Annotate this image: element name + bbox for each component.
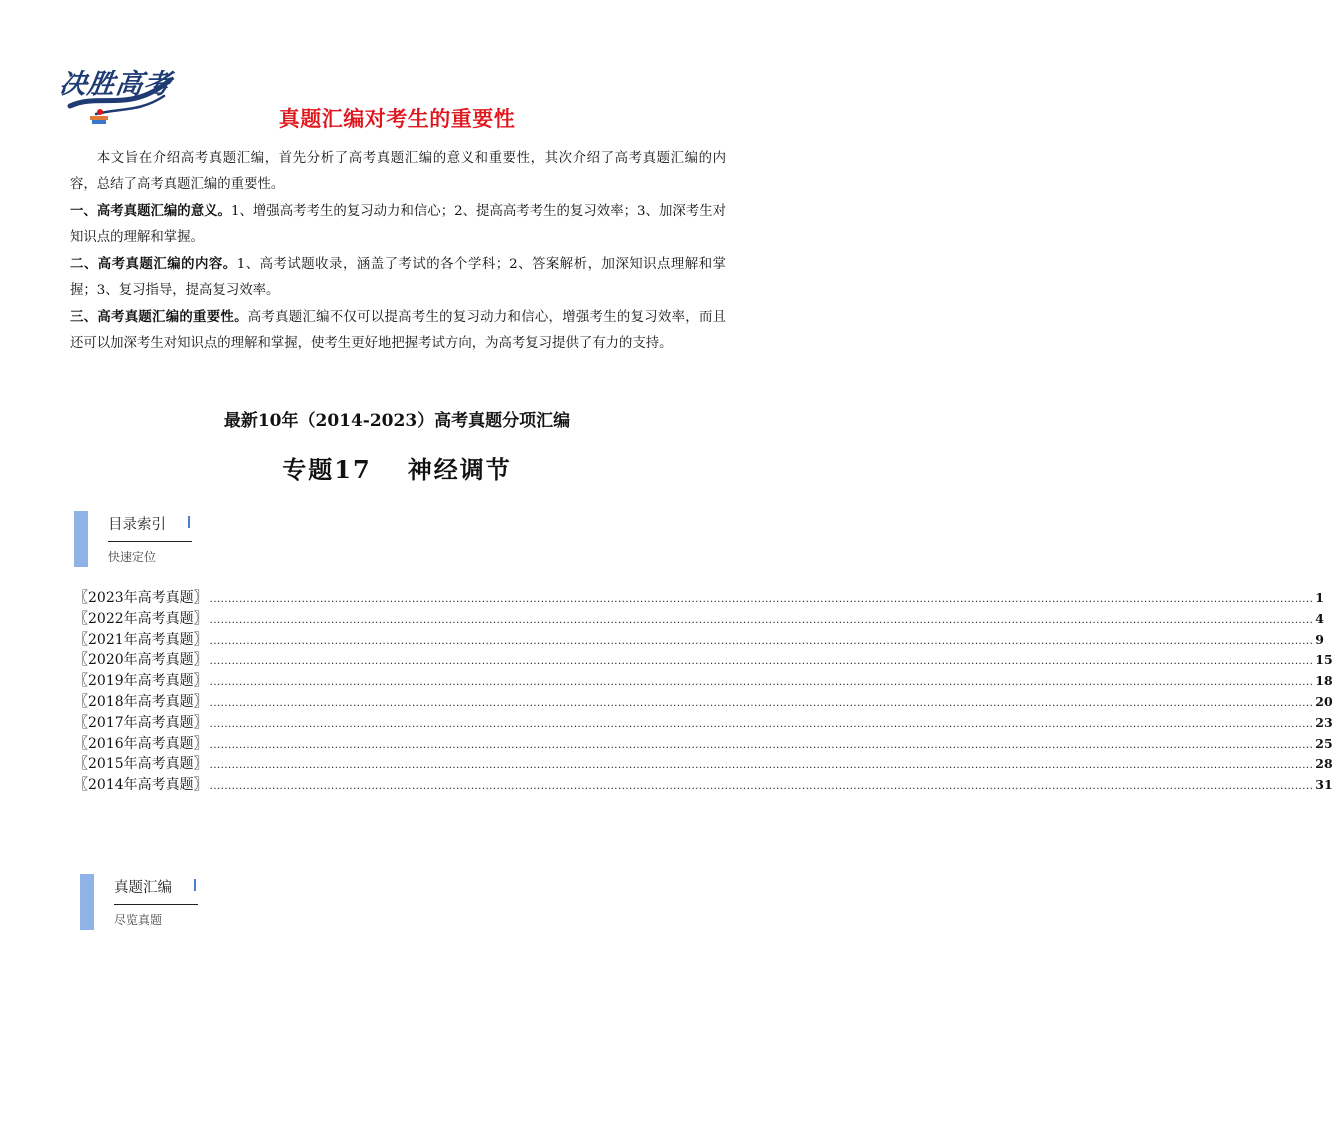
toc-label: 〖2020年高考真题〗 [74,652,208,669]
intro-text [70,146,726,357]
collection-subtitle: 最新10年（2014-2023）高考真题分项汇编 [223,411,571,431]
topic-number: 专题17 [282,455,372,484]
toc-label: 〖2015年高考真题〗 [74,756,208,773]
toc-row[interactable] [74,608,1324,629]
toc-row[interactable] [74,712,1333,733]
section-accent-bar [74,511,88,567]
toc-page: 4 [1315,610,1324,626]
point-lead: 二、高考真题汇编的内容。 [70,256,237,272]
toc-leader: ............................................................................................................................................................................................................................................................................................................ [209,739,1314,751]
toc-label: 〖2023年高考真题〗 [74,590,208,606]
toc-page: 31 [1315,777,1333,793]
logo-text: 决胜高考 [57,69,174,100]
toc-leader: ............................................................................................................................................................................................................................................................................................................ [209,697,1314,709]
toc-page: 23 [1315,714,1333,730]
exam-section-title: 真题汇编 [114,880,172,896]
point-lead: 一、高考真题汇编的意义。 [70,203,231,219]
section-accent-bar [80,874,94,930]
toc-row[interactable] [74,691,1333,712]
toc-leader: ............................................................................................................................................................................................................................................................................................................ [209,760,1314,772]
toc-label: 〖2022年高考真题〗 [74,610,208,627]
section-tick-mark [194,879,196,891]
page-title: 真题汇编对考生的重要性 [278,107,516,131]
toc-page: 25 [1315,735,1333,751]
toc-row[interactable] [74,587,1324,608]
toc-leader: ............................................................................................................................................................................................................................................................................................................ [209,656,1314,668]
toc-row[interactable] [74,629,1324,650]
section-underline [108,541,192,542]
toc-leader: ............................................................................................................................................................................................................................................................................................................ [209,677,1314,689]
toc-row[interactable] [74,753,1333,774]
toc-leader: ............................................................................................................................................................................................................................................................................................................ [209,718,1314,730]
intro-point-1 [70,198,726,251]
toc-page: 18 [1315,673,1333,689]
point-text: 1、高考试题收录，涵盖了考试的各个学科；2、答案解析，加深知识点理解和掌握；3、复习指导，提高复习效率。 [70,257,726,298]
toc-leader: ............................................................................................................................................................................................................................................................................................................ [209,614,1314,626]
point-lead: 三、高考真题汇编的重要性。 [70,309,248,325]
toc-leader: ............................................................................................................................................................................................................................................................................................................ [209,594,1314,605]
toc-section-title: 目录索引 [108,517,166,533]
toc-label: 〖2019年高考真题〗 [74,673,208,690]
topic-heading [0,450,794,485]
intro-paragraph: 本文旨在介绍高考真题汇编，首先分析了高考真题汇编的意义和重要性，其次介绍了高考真题汇编的内容，总结了高考真题汇编的重要性。 [70,151,726,192]
toc-label: 〖2017年高考真题〗 [74,714,208,731]
topic-name: 神经调节 [407,455,512,484]
toc-page: 15 [1315,652,1333,668]
toc-row[interactable] [74,670,1333,691]
point-text: 1、增强高考考生的复习动力和信心；2、提高高考考生的复习效率；3、加深考生对知识点的理解和掌握。 [70,204,726,245]
toc-leader: ............................................................................................................................................................................................................................................................................................................ [209,635,1314,647]
toc-label: 〖2021年高考真题〗 [74,631,208,648]
toc-page: 20 [1315,693,1333,709]
toc-page: 9 [1315,631,1324,647]
toc-label: 〖2016年高考真题〗 [74,735,208,752]
toc-label: 〖2014年高考真题〗 [74,777,208,794]
toc-page: 28 [1315,756,1333,772]
toc-section-subtitle: 快速定位 [108,550,157,564]
intro-point-3 [70,304,726,357]
exam-section-subtitle: 尽览真题 [114,913,163,927]
toc-page: 1 [1315,590,1324,605]
section-underline [114,904,198,905]
section-tick-mark [188,516,190,528]
toc-leader: ............................................................................................................................................................................................................................................................................................................ [209,781,1314,793]
toc-label: 〖2018年高考真题〗 [74,693,208,710]
point-text: 高考真题汇编不仅可以提高考生的复习动力和信心，增强考生的复习效率，而且还可以加深考生对知识点的理解和掌握，使考生更好地把握考试方向，为高考复习提供了有力的支持。 [70,310,727,351]
table-of-contents [74,587,1333,795]
toc-row[interactable] [74,733,1333,754]
toc-row[interactable] [74,774,1333,795]
toc-row[interactable] [74,649,1333,670]
intro-point-2 [70,251,726,304]
